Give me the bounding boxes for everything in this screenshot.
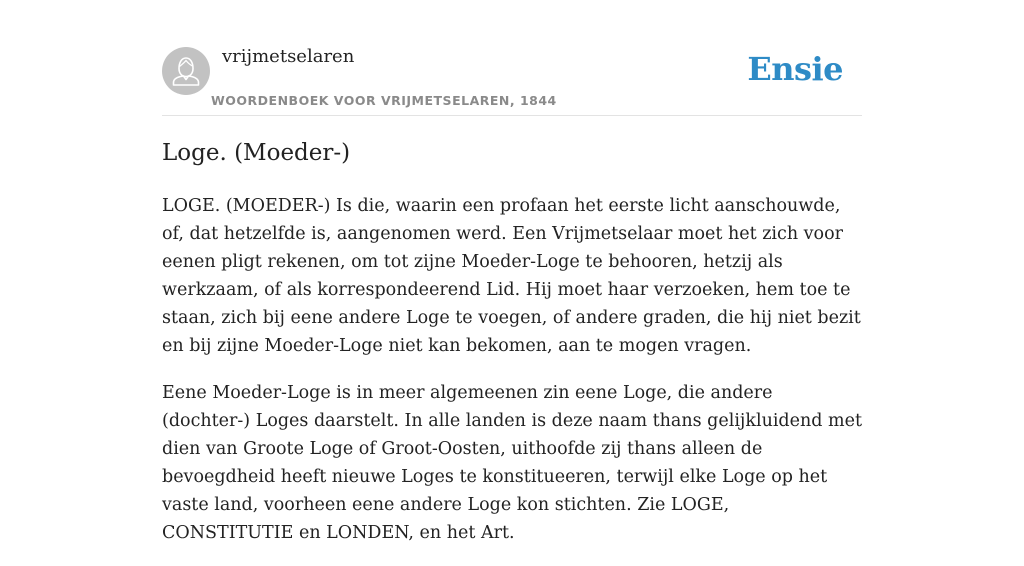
article-paragraph: LOGE. (MOEDER-) Is die, waarin een profaan het eerste licht aanschouwde, of, dat hetzelfde is, aangenomen werd. Een Vrijmetselaar moet het zich voor eenen pligt rekenen, om tot zijne Moeder-Loge te behooren, hetzij als werkzaam, of als korrespondeerend Lid. Hij moet haar verzoeken, hem toe te staan, zich bij eene andere Loge te voegen, of andere graden, die hij niet bezit en bij zijne Moeder-Loge niet kan bekomen, aan te mogen vragen. [162,196,861,356]
article-paragraph: Eene Moeder-Loge is in meer algemeenen zin eene Loge, die andere (dochter-) Loges daarstelt. In alle landen is deze naam thans gelijkluidend met dien van Groote Loge of Groot-Oosten, uithoofde zij thans alleen de bevoegdheid heeft nieuwe Loges te konstitueeren, terwijl elke Loge op het vaste land, voorheen eene andere Loge kon stichten. Zie LOGE, CONSTITUTIE en LONDEN, en het Art. [162,383,863,543]
user-silhouette-icon [162,47,210,95]
source-label[interactable]: WOORDENBOEK VOOR VRIJMETSELAREN, 1844 [211,93,557,108]
article-body [162,192,862,566]
article-title: Loge. (Moeder-) [162,140,351,166]
author-avatar[interactable] [162,47,210,95]
header-divider [162,115,862,116]
ensie-logo[interactable]: Ensie [747,50,843,88]
author-name[interactable]: vrijmetselaren [222,46,355,67]
